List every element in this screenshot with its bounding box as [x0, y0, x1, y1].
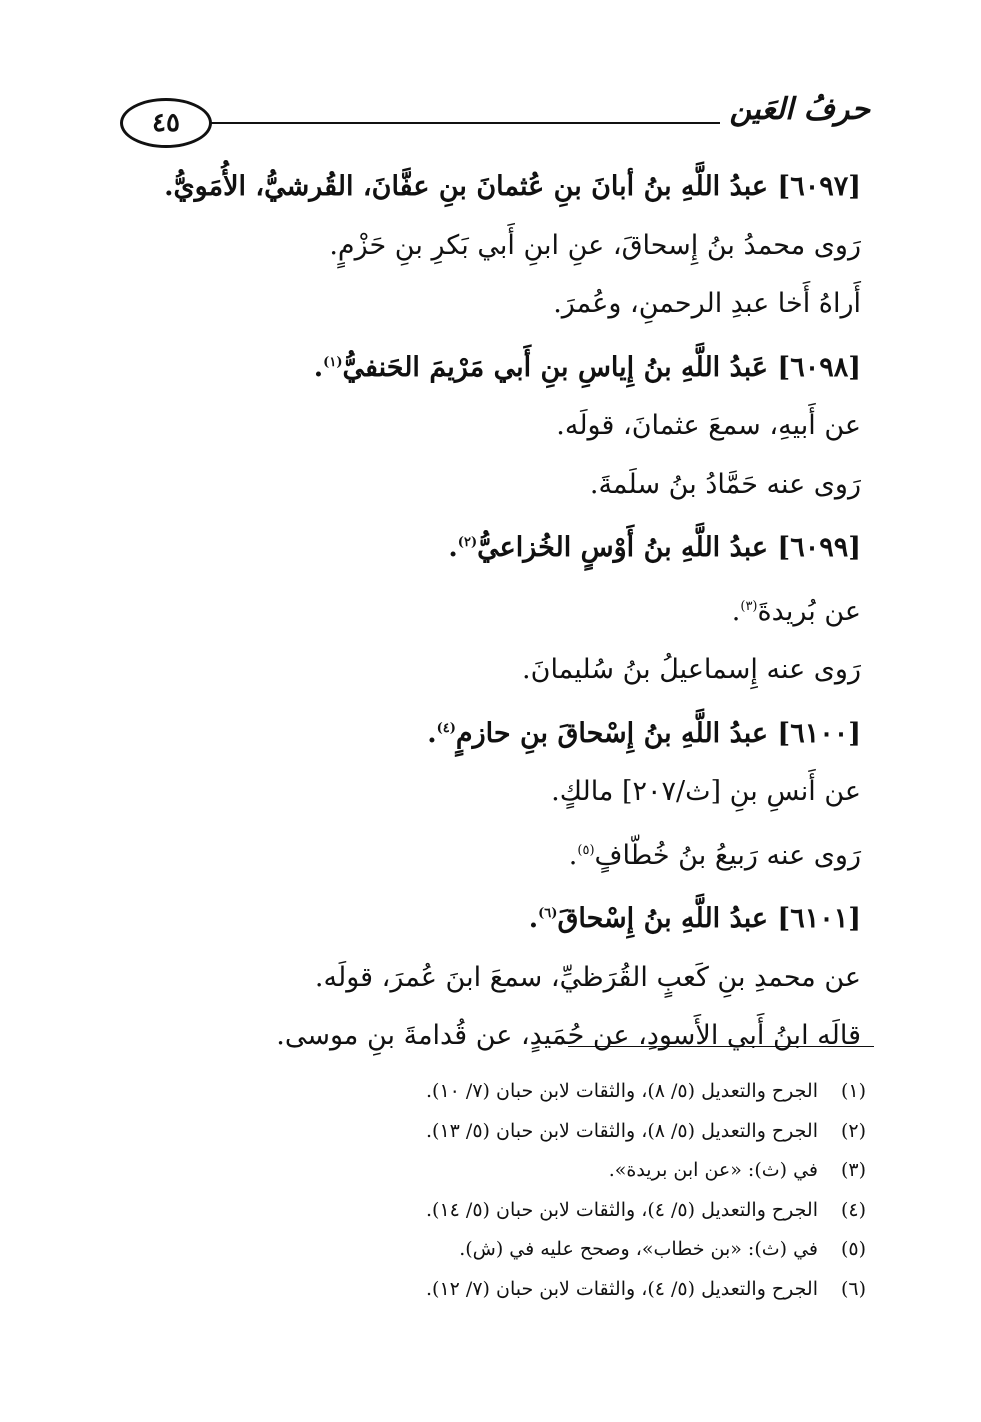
- footnote-text: في (ث): «عن ابن بريدة».: [608, 1159, 818, 1181]
- footnote-ref[interactable]: (٤): [436, 720, 456, 736]
- body-text: [161, 158, 861, 1066]
- footnote-number: (٥): [840, 1238, 866, 1260]
- entry-tail: .: [427, 717, 437, 749]
- chapter-title: حرفُ العَين: [729, 92, 870, 127]
- footnote-number: (٦): [840, 1277, 866, 1300]
- footnote-item: [166, 1112, 866, 1152]
- footnote-ref[interactable]: (٦): [538, 906, 558, 921]
- footnote-text: الجرح والتعديل (٥/ ٨)، والثقات لابن حبان (٥/ ١٣).: [426, 1119, 818, 1142]
- footnote-text: الجرح والتعديل (٥/ ٤)، والثقات لابن حبان (٥/ ١٤).: [426, 1198, 818, 1221]
- entry-6097: [161, 158, 861, 217]
- entry-number: [٦١٠١]: [777, 903, 861, 934]
- entry-title: عبدُ اللَّهِ بنُ إِسْحاقَ: [557, 903, 769, 934]
- footnote-number: (١): [840, 1080, 866, 1102]
- entry-6099: [161, 514, 861, 578]
- footnote-ref[interactable]: (٣): [740, 598, 758, 614]
- footnote-separator: [568, 1046, 874, 1047]
- entry-6100: [161, 700, 861, 764]
- entry-number: [٦٠٩٩]: [777, 532, 861, 563]
- footnote-number: (٢): [840, 1119, 866, 1142]
- footnote-number: (٣): [840, 1159, 866, 1181]
- footnotes: [166, 1072, 866, 1309]
- footnote-number: (٤): [840, 1198, 866, 1221]
- text-line: عن أَبيهِ، سمعَ عثمانَ، قولَه.: [556, 410, 861, 441]
- entry-tail: .: [313, 351, 324, 383]
- footnote-ref[interactable]: (١): [323, 354, 343, 370]
- entry-6101: [161, 885, 861, 949]
- text-line: عن محمدِ بنِ كَعبٍ القُرَظيِّ، سمعَ ابنَ عُمرَ، قولَه.: [314, 961, 861, 993]
- text-tail: .: [731, 595, 741, 627]
- page-number: [120, 98, 212, 148]
- entry-6098: [161, 334, 861, 398]
- footnote-ref[interactable]: (٢): [457, 535, 478, 550]
- entry-title: عبدُ اللَّهِ بنُ إِسْحاقَ بنِ حازمٍ: [455, 717, 769, 749]
- footnote-item: [166, 1151, 866, 1191]
- entry-tail: .: [528, 903, 539, 934]
- entry-title: عبدُ اللَّهِ بنُ أَوْسٍ الخُزاعيُّ: [477, 532, 769, 563]
- footnote-ref[interactable]: (٥): [577, 842, 595, 858]
- text-line: رَوى عنه إِسماعيلُ بنُ سُليمانَ.: [522, 654, 861, 685]
- text-content: عن بُريدةَ: [757, 595, 861, 627]
- footnote-item: [166, 1230, 866, 1270]
- text-content: رَوى عنه رَبيعُ بنُ خُطّافٍ: [594, 839, 861, 871]
- text-line: [161, 822, 861, 886]
- footnote-text: الجرح والتعديل (٥/ ٤)، والثقات لابن حبان (٧/ ١٢).: [426, 1277, 818, 1300]
- page-header: [110, 92, 870, 152]
- text-line: أَراهُ أَخا عبدِ الرحمنِ، وعُمرَ.: [553, 288, 861, 319]
- entry-number: [٦٠٩٨]: [777, 351, 861, 383]
- text-tail: .: [568, 839, 578, 871]
- footnote-text: الجرح والتعديل (٥/ ٨)، والثقات لابن حبان (٧/ ١٠).: [426, 1080, 818, 1102]
- header-rule: [210, 122, 720, 124]
- text-line: قالَه ابنُ أَبي الأَسودِ، عن حُمَيدٍ، عن قُدامةَ بنِ موسى.: [276, 1020, 861, 1051]
- entry-title: عَبدُ اللَّهِ بنُ إِياسِ بنِ أَبي مَرْيمَ الحَنفيُّ: [342, 351, 769, 383]
- footnote-text: في (ث): «بن خطاب»، وصحح عليه في (ش).: [459, 1238, 818, 1260]
- page-number-text: ٤٥: [152, 108, 180, 138]
- entry-tail: .: [448, 532, 458, 563]
- footnote-item: [166, 1072, 866, 1112]
- footnote-item: [166, 1270, 866, 1310]
- footnote-item: [166, 1191, 866, 1231]
- text-line: رَوى محمدُ بنُ إِسحاقَ، عنِ ابنِ أَبي بَكرِ بنِ حَزْمٍ.: [329, 229, 861, 261]
- text-line: [161, 578, 861, 642]
- entry-number: [٦٠٩٧]: [777, 171, 861, 202]
- text-line: رَوى عنه حَمَّادُ بنُ سلَمةَ.: [589, 468, 861, 500]
- entry-title: عبدُ اللَّهِ بنُ أبانَ بنِ عُثمانَ بنِ عفَّانَ، القُرشيُّ، الأُمَويُّ.: [164, 171, 769, 202]
- text-line: عن أَنسِ بنِ [ث/٢٠٧] مالكٍ.: [551, 776, 861, 807]
- entry-number: [٦١٠٠]: [777, 717, 861, 749]
